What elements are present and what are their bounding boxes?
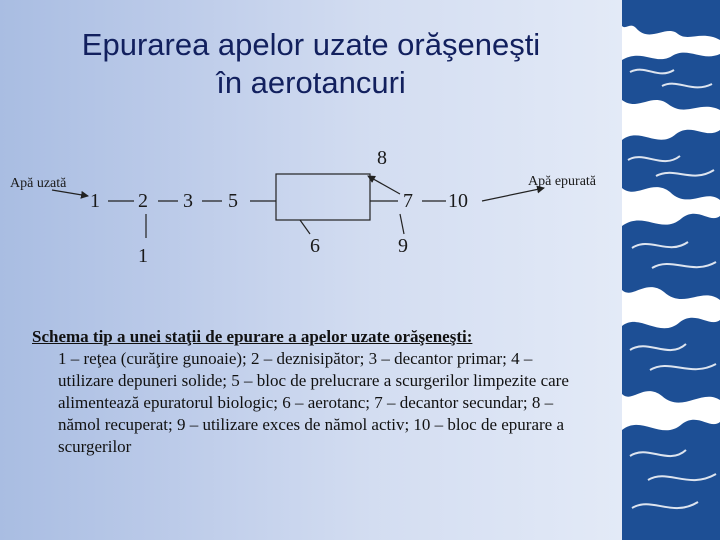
wave-crest-2 [622,53,720,110]
node-1: 1 [90,190,100,212]
link-7-9 [400,214,404,234]
link-box-6 [300,220,310,234]
input-label: Apă uzată [10,176,67,191]
caption-heading: Schema tip a unei staţii de epurare a apelor uzate orăşeneşti: [32,327,473,346]
wave-crest-3 [622,130,720,200]
recycle-arrow-8 [368,176,400,194]
wave-crest-4 [622,214,720,300]
node-5: 5 [228,190,238,212]
node-9: 9 [398,235,408,257]
wave-decoration [622,0,720,540]
slide-title-line-1: Epurarea apelor uzate orăşeneşti [81,27,541,62]
diagram-caption [32,326,592,458]
node-8: 8 [377,147,387,169]
wave-artwork [622,0,720,540]
slide-title-line-2: în aerotancuri [216,65,406,100]
node-3: 3 [183,190,193,212]
aerotank-box [276,174,370,220]
caption-body: 1 – reţea (curăţire gunoaie); 2 – deznisipător; 3 – decantor primar; 4 – utilizare depuneri solide; 5 – bloc de prelucrare a scurgerilor limpezite care alimentează epuratorul biologic; 6 – aerotanc; 7 – decantor secundar; 8 – nămol recuperat; 9 – utilizare exces de nămol activ; 10 – bloc de epurare a scurgerilor [58,349,569,456]
wave-crest-5 [622,318,720,403]
node-7: 7 [403,190,413,212]
node-2: 2 [138,190,148,212]
output-label: Apă epurată [528,174,597,189]
wave-crest-6 [622,420,720,540]
node-10: 10 [448,190,468,212]
node-1-lower: 1 [138,245,148,267]
node-6: 6 [310,235,320,257]
